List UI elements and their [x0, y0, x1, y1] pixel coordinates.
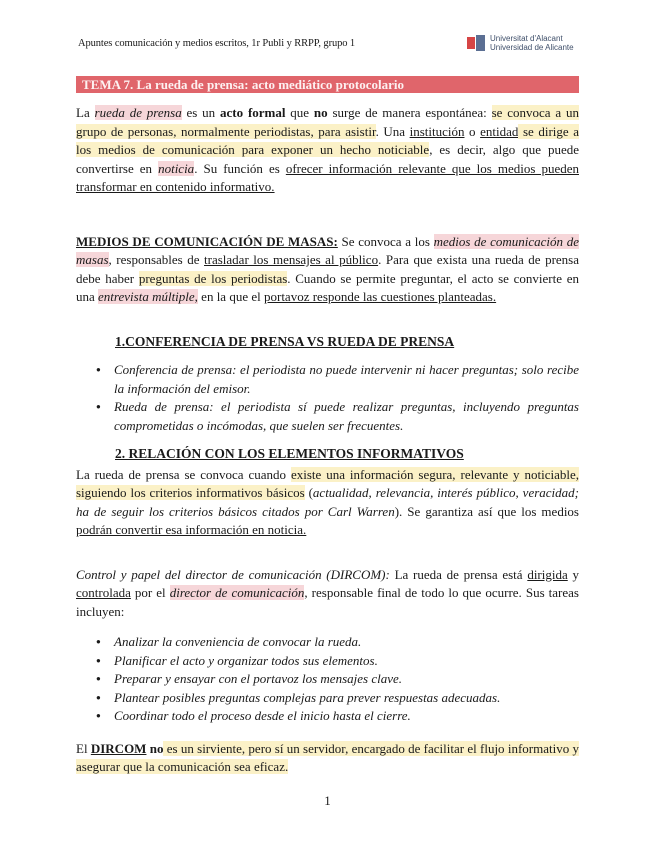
page-header-text: Apuntes comunicación y medios escritos, 1r Publi y RRPP, grupo 1: [78, 38, 356, 49]
paragraph-dircom-role: El DIRCOM no es un sirviente, pero sí un servidor, encargado de facilitar el flujo informativo y asegurar que la comunicación sea eficaz.: [76, 740, 579, 774]
list-item: ● Preparar y ensayar con el portavoz los mensajes clave.: [114, 670, 579, 689]
paragraph-dircom: Control y papel del director de comunicación (DIRCOM): La rueda de prensa está dirigida y controlada por el director de comunicación, responsable final de todo lo que ocurre. Sus tareas incluyen:: [76, 566, 579, 619]
paragraph-informative-elements: La rueda de prensa se convoca cuando existe una información segura, relevante y noticiable, siguiendo los criterios informativos básicos (actualidad, relevancia, interés público, veracidad; ha de seguir los criterios básicos citados por Carl Warren). Se garantiza así que los medios podrán convertir esa información en noticia.: [76, 466, 579, 537]
list-item: ● Rueda de prensa: el periodista sí puede realizar preguntas, incluyendo preguntas comprometidas o incómodas, que suelen ser frecuentes.: [114, 398, 579, 435]
section-title: TEMA 7. La rueda de prensa: acto mediático protocolario: [76, 76, 579, 93]
list-item: ● Coordinar todo el proceso desde el inicio hasta el cierre.: [114, 707, 579, 726]
paragraph-mass-media: MEDIOS DE COMUNICACIÓN DE MASAS: Se convoca a los medios de comunicación de masas, responsables de trasladar los mensajes al público. Para que exista una rueda de prensa debe haber preguntas de los periodistas. Cuando se permite preguntar, el acto se convierte en una entrevista múltiple, en la que el portavoz responde las cuestiones planteadas.: [76, 233, 580, 304]
section-heading-1: 1.CONFERENCIA DE PRENSA VS RUEDA DE PRENSA: [115, 333, 455, 349]
bullet-list-dircom-tasks: [76, 633, 579, 726]
university-logo: [467, 34, 574, 52]
document-body: [76, 104, 579, 777]
list-item: ● Plantear posibles preguntas complejas para prever respuestas adecuadas.: [114, 689, 579, 708]
page-number: 1: [324, 793, 331, 808]
bullet-list-press-types: [76, 361, 579, 435]
list-item: ● Analizar la conveniencia de convocar la rueda.: [114, 633, 579, 652]
section-heading-2: 2. RELACIÓN CON LOS ELEMENTOS INFORMATIVOS: [115, 446, 464, 461]
list-item: ● Conferencia de prensa: el periodista no puede intervenir ni hacer preguntas; solo recibe la información del emisor.: [114, 361, 579, 398]
university-logo-icon: [467, 35, 485, 51]
list-item: ● Planificar el acto y organizar todos sus elementos.: [114, 652, 579, 671]
paragraph-intro: La rueda de prensa es un acto formal que no surge de manera espontánea: se convoca a un grupo de personas, normalmente periodistas, para asistir. Una institución o entidad se dirige a los medios de comunicación para exponer un hecho noticiable, es decir, algo que puede convertirse en noticia. Su función es ofrecer información relevante que los medios pueden transformar en contenido informativo.: [76, 105, 580, 194]
university-name: Universitat d'Alacant Universidad de Alicante: [490, 34, 574, 52]
